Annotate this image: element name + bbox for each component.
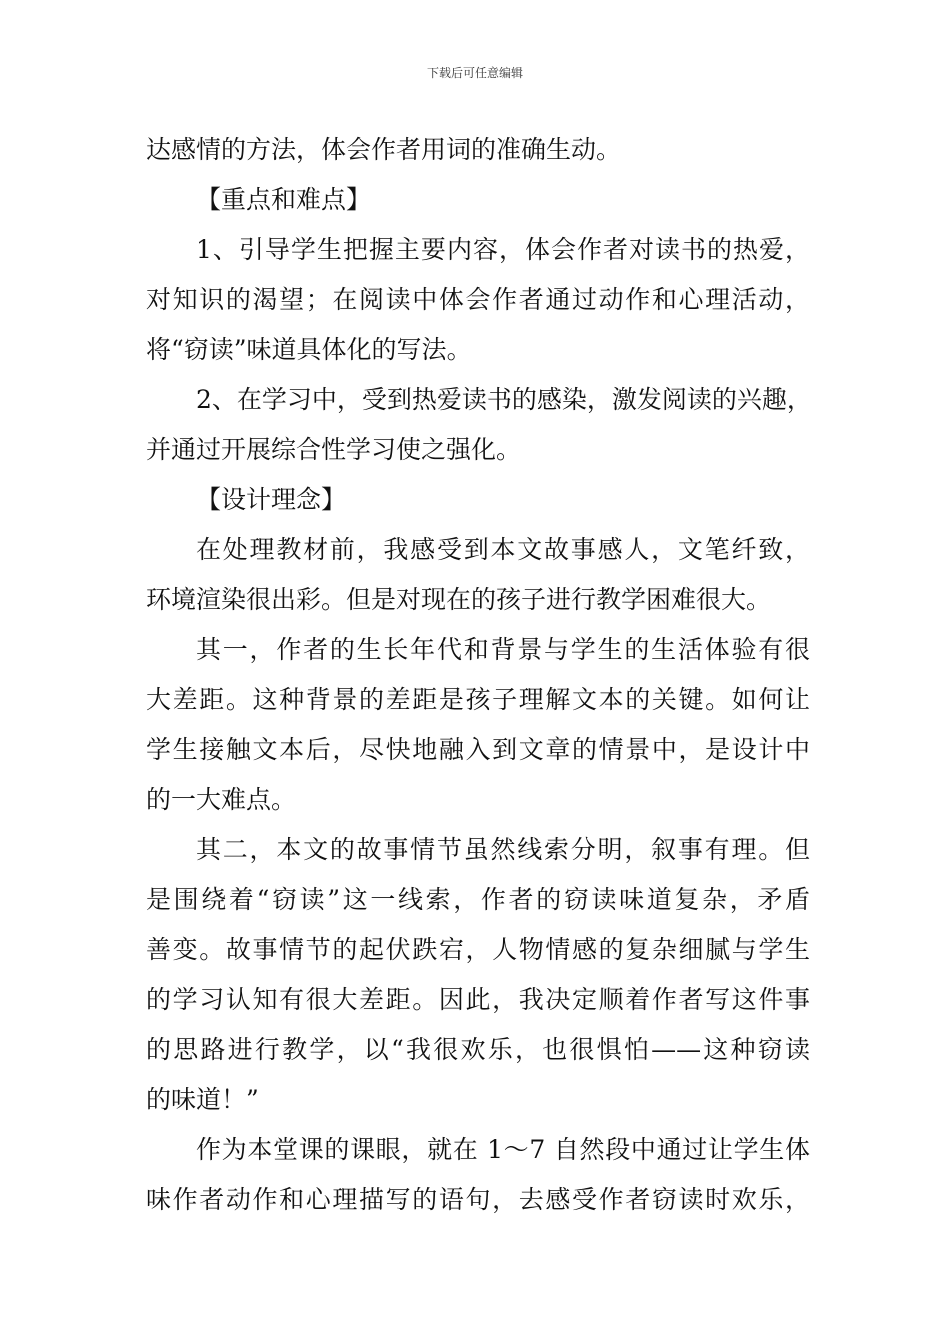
paragraph-line: 作为本堂课的课眼，就在 1～7 自然段中通过让学生体	[196, 1135, 810, 1164]
paragraph-line: 并通过开展综合性学习使之强化。	[146, 435, 522, 464]
paragraph-line: 的一大难点。	[146, 785, 297, 814]
paragraph-line: 其一，作者的生长年代和背景与学生的生活体验有很	[196, 635, 810, 664]
paragraph-line: 其二，本文的故事情节虽然线索分明，叙事有理。但	[196, 835, 810, 864]
paragraph-line: 将“窃读”味道具体化的写法。	[146, 335, 472, 364]
paragraph-line: 大差距。这种背景的差距是孩子理解文本的关键。如何让	[146, 685, 810, 714]
paragraph-line: 对知识的渴望；在阅读中体会作者通过动作和心理活动，	[146, 285, 810, 314]
paragraph-line: 达感情的方法，体会作者用词的准确生动。	[146, 135, 622, 164]
paragraph-line: 1、引导学生把握主要内容，体会作者对读书的热爱，	[196, 235, 810, 264]
section-heading: 【重点和难点】	[196, 185, 372, 214]
paragraph-line: 善变。故事情节的起伏跌宕，人物情感的复杂细腻与学生	[146, 935, 810, 964]
paragraph-line: 的味道！”	[146, 1085, 259, 1114]
paragraph-line: 味作者动作和心理描写的语句，去感受作者窃读时欢乐，	[146, 1185, 810, 1214]
paragraph-line: 学生接触文本后，尽快地融入到文章的情景中，是设计中	[146, 735, 810, 764]
paragraph-line: 2、在学习中，受到热爱读书的感染，激发阅读的兴趣，	[196, 385, 812, 414]
paragraph-line: 的学习认知有很大差距。因此，我决定顺着作者写这件事	[146, 985, 810, 1014]
paragraph-line: 的思路进行教学，以“我很欢乐，也很惧怕——这种窃读	[146, 1035, 810, 1064]
paragraph-line: 环境渲染很出彩。但是对现在的孩子进行教学困难很大。	[146, 585, 772, 614]
section-heading: 【设计理念】	[196, 485, 347, 514]
paragraph-line: 是围绕着“窃读”这一线索，作者的窃读味道复杂，矛盾	[146, 885, 810, 914]
paragraph-line: 在处理教材前，我感受到本文故事感人，文笔纤致，	[196, 535, 810, 564]
page-header: 下载后可任意编辑	[426, 66, 523, 80]
